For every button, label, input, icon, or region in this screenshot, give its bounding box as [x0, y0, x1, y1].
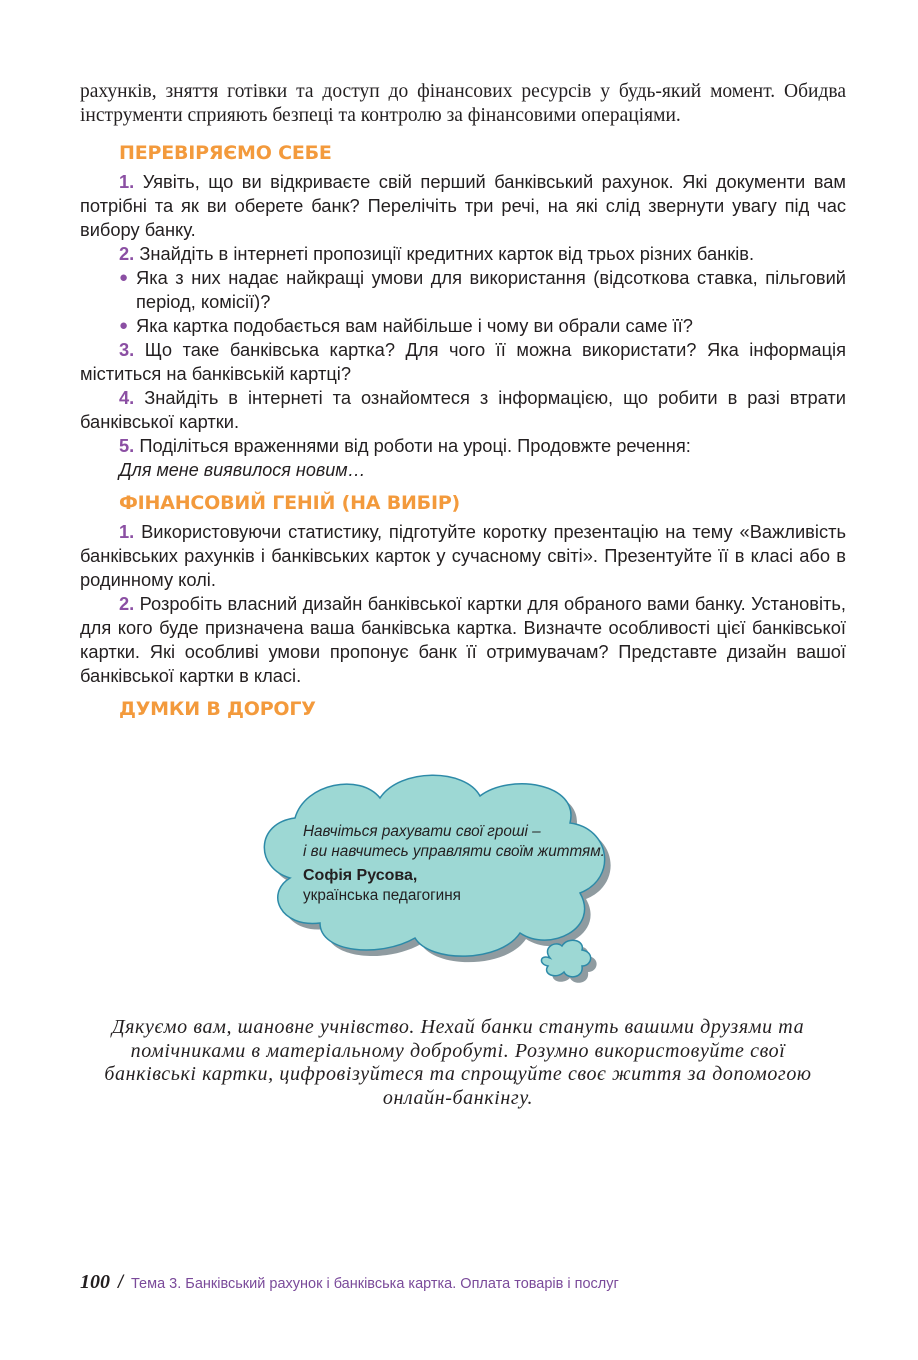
bullet-text: Яка картка подобається вам найбільше і чому ви обрали саме її?	[136, 315, 693, 336]
task-2	[80, 592, 846, 688]
question-2	[80, 242, 846, 266]
section-title-check-yourself: ПЕРЕВІРЯЄМО СЕБЕ	[119, 142, 332, 164]
question-number: 3.	[119, 339, 135, 360]
question-number: 1.	[119, 171, 135, 192]
page-number: 100	[80, 1271, 110, 1293]
footer-topic: Тема 3. Банківський рахунок і банківська картка. Оплата товарів і послуг	[131, 1276, 619, 1292]
question-number: 2.	[119, 243, 135, 264]
section-title-financial-genius: ФІНАНСОВИЙ ГЕНІЙ (НА ВИБІР)	[119, 492, 461, 514]
bullet-icon: ●	[119, 269, 129, 286]
quote-line-1: Навчіться рахувати свої гроші –	[303, 823, 541, 840]
quote-author-role: українська педагогиня	[303, 887, 461, 904]
intro-paragraph: рахунків, зняття готівки та доступ до фінансових ресурсів у будь-який момент. Обидва інструменти сприяють безпеці та контролю за фінансовими операціями.	[80, 81, 846, 126]
question-3	[80, 338, 846, 386]
bullet-icon: ●	[119, 317, 129, 334]
footer-separator: /	[118, 1272, 124, 1292]
task-number: 1.	[119, 521, 135, 542]
quote-author: Софія Русова,	[303, 867, 418, 884]
question-text: Знайдіть в інтернеті пропозиції кредитних карток від трьох різних банків.	[134, 243, 755, 264]
page-content	[80, 80, 846, 726]
question-4	[80, 386, 846, 434]
task-number: 2.	[119, 593, 135, 614]
question-1	[80, 170, 846, 242]
sentence-starter: Для мене виявилося новим…	[119, 460, 366, 480]
task-text: Використовуючи статистику, підготуйте коротку презентацію на тему «Важливість банківських рахунків і банківських карток у сучасному світі». Презентуйте її в класі або в родинному колі.	[80, 521, 846, 590]
question-5	[80, 434, 846, 458]
section-title-thoughts-for-the-road: ДУМКИ В ДОРОГУ	[119, 698, 316, 720]
task-text: Розробіть власний дизайн банківської картки для обраного вами банку. Установіть, для кого буде призначена ваша банківська картка. Визначте особливості цієї банківської картки. Які особливі умови пропонує банк її отримувачам? Представте дизайн вашої банківської картки в класі.	[80, 593, 846, 686]
question-number: 4.	[119, 387, 135, 408]
bullet-item	[80, 314, 846, 338]
question-text: Що таке банківська картка? Для чого її можна використати? Яка інформація міститься на банківській картці?	[80, 339, 846, 384]
question-number: 5.	[119, 435, 135, 456]
quote-block	[303, 822, 633, 906]
closing-message: Дякуємо вам, шановне учнівство. Нехай банки стануть вашими друзями та помічниками в матеріальному добробуті. Розумно використовуйте свої банківські картки, цифровізуйтеся та спрощуйте своє життя за допомогою онлайн-банкінгу.	[104, 1016, 812, 1109]
question-text: Уявіть, що ви відкриваєте свій перший банківський рахунок. Які документи вам потрібні та як ви оберете банк? Перелічіть три речі, на які слід звернути увагу під час вибору банку.	[80, 171, 846, 240]
bullet-text: Яка з них надає найкращі умови для використання (відсоткова ставка, пільговий період, комісії)?	[136, 267, 846, 312]
question-text: Знайдіть в інтернеті та ознайомтеся з інформацією, що робити в разі втрати банківської картки.	[80, 387, 846, 432]
page-footer	[80, 1271, 619, 1294]
bullet-item	[80, 266, 846, 314]
quote-line-2: і ви навчитесь управляти своїм життям.	[303, 843, 605, 860]
task-1	[80, 520, 846, 592]
question-text: Поділіться враженнями від роботи на уроці. Продовжте речення:	[134, 435, 691, 456]
